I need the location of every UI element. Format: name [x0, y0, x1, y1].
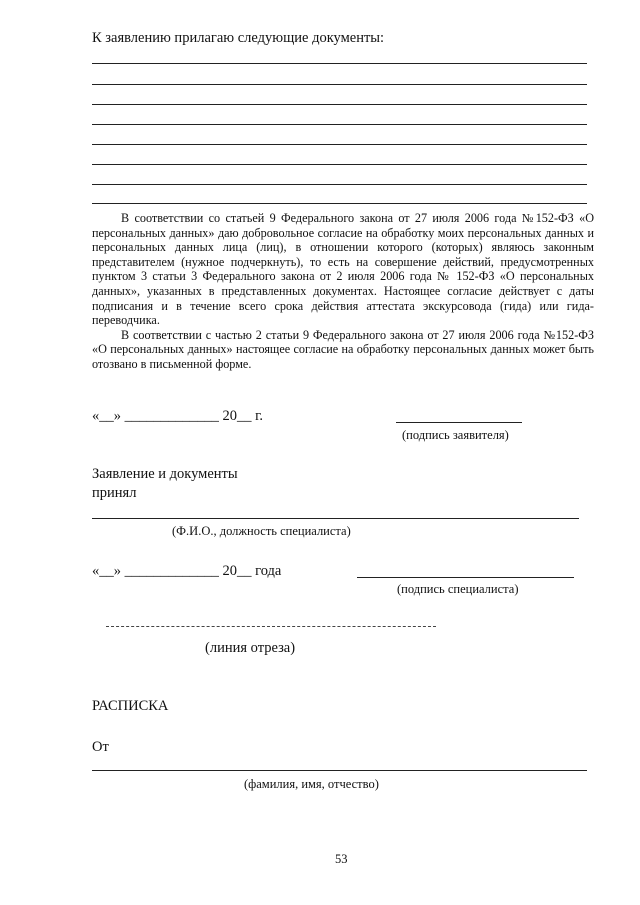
applicant-date-line: «__» _____________ 20__ г. — [92, 408, 264, 424]
receipt-name-line — [92, 770, 587, 771]
document-line — [92, 104, 587, 105]
specialist-date-line: «__» _____________ 20__ года — [92, 563, 282, 579]
consent-text — [92, 211, 594, 372]
accepted-label-2: принял — [92, 485, 137, 501]
page-number: 53 — [335, 852, 348, 866]
receipt-from-label: От — [92, 739, 109, 755]
specialist-fio-line — [92, 518, 579, 519]
accepted-label: Заявление и документы — [92, 466, 238, 482]
document-line — [92, 124, 587, 125]
applicant-signature-caption: (подпись заявителя) — [402, 428, 509, 442]
document-line — [92, 144, 587, 145]
document-line — [92, 84, 587, 85]
receipt-title: РАСПИСКА — [92, 698, 169, 714]
cut-line — [106, 626, 436, 627]
consent-paragraph: В соответствии с частью 2 статьи 9 Федерального закона от 27 июля 2006 года №152-ФЗ «О персональных данных» настоящее согласие на обработку персональных данных может быть отозвано в письменной форме. — [92, 327, 594, 371]
cut-line-caption: (линия отреза) — [205, 640, 296, 656]
documents-label: К заявлению прилагаю следующие документы: — [92, 30, 385, 46]
document-line — [92, 164, 587, 165]
specialist-fio-caption: (Ф.И.О., должность специалиста) — [172, 524, 351, 538]
receipt-name-caption: (фамилия, имя, отчество) — [244, 777, 379, 791]
consent-paragraph: В соответствии со статьей 9 Федерального закона от 27 июля 2006 года №152-ФЗ «О персональных данных» даю добровольное согласие на обработку моих персональных данных и персональных данных лица (лиц), в отношении которого (которых) являюсь законным представителем (нужное подчеркнуть), то есть на совершение действий, предусмотренных пунктом 3 статьи 3 Федерального закона от 2 июля 2006 года № 152-ФЗ «О персональных данных», указанных в представленных документах. Настоящее согласие действует с даты подписания и в течение всего срока действия аттестата экскурсовода (гида) или гида-переводчика. — [92, 211, 594, 328]
applicant-signature-line — [396, 422, 522, 423]
document-line — [92, 184, 587, 185]
document-line — [92, 203, 587, 204]
document-line — [92, 63, 587, 64]
specialist-signature-line — [357, 577, 574, 578]
specialist-signature-caption: (подпись специалиста) — [397, 582, 519, 596]
